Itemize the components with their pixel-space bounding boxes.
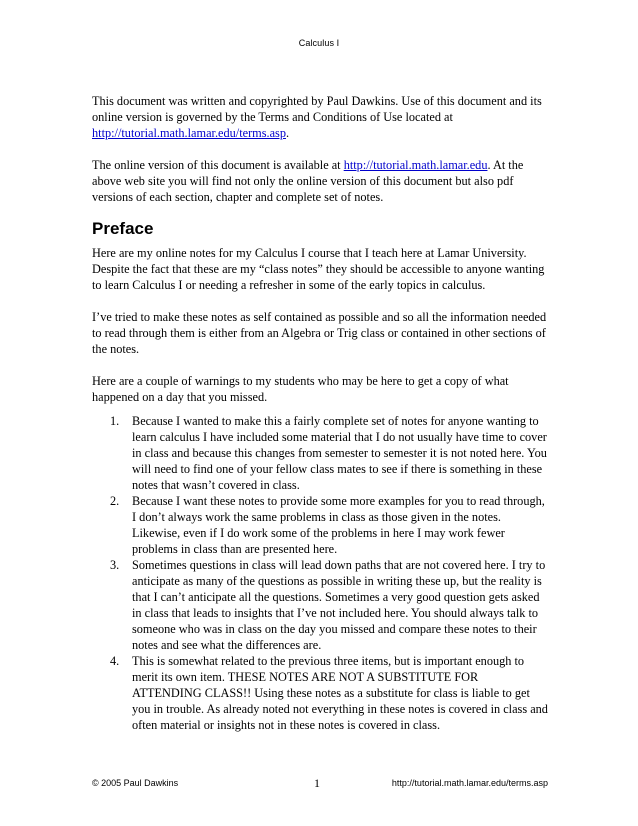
copyright-suffix: . xyxy=(285,126,290,140)
page-number: 1 xyxy=(314,776,320,790)
list-number: 4. xyxy=(110,654,120,668)
online-text-after: . At the above web site you will find not only the online version of this document but also pdf versions of each section, chapter and complete set of notes. xyxy=(92,158,524,204)
list-item xyxy=(92,413,548,493)
list-text: Sometimes questions in class will lead down paths that are not covered here. I try to anticipate as many of the questions as possible in writing these up, but the reality is that I can’t anticipate all the questions. Sometimes a very good question gets asked in class that leads to insights that I’ve not included here. You should always talk to someone who was in class on the day you missed and compare these notes to their notes and see what the differences are. xyxy=(132,558,546,652)
list-number: 1. xyxy=(110,414,120,428)
preface-paragraph: Here are my online notes for my Calculus I course that I teach here at Lamar University. Despite the fact that these are my “class notes” they should be accessible to anyone wanting to learn Calculus I or needing a refresher in some of the early topics in calculus. xyxy=(92,246,545,292)
page-header: Calculus I xyxy=(298,38,340,48)
footer-copyright: © 2005 Paul Dawkins xyxy=(92,778,179,788)
footer-url: http://tutorial.math.lamar.edu/terms.asp xyxy=(391,778,548,788)
list-number: 2. xyxy=(110,494,120,508)
list-item xyxy=(92,493,548,557)
preface-paragraph: I’ve tried to make these notes as self contained as possible and so all the information needed to read through them is either from an Algebra or Trig class or contained in other sections of the notes. xyxy=(92,310,547,356)
copyright-text: This document was written and copyrighted by Paul Dawkins. Use of this document and its online version is governed by the Terms and Conditions of Use located at xyxy=(92,94,542,124)
terms-link[interactable]: http://tutorial.math.lamar.edu/terms.asp xyxy=(92,126,286,140)
list-item xyxy=(92,653,548,733)
online-text-before: The online version of this document is available at xyxy=(92,158,344,172)
list-text: This is somewhat related to the previous three items, but is important enough to merit its own item. THESE NOTES ARE NOT A SUBSTITUTE FOR ATTENDING CLASS!! Using these notes as a substitute for class is liable to get you in trouble. As already noted not everything in these notes is covered in class and often material or insights not in these notes is covered in class. xyxy=(132,654,548,732)
list-text: Because I wanted to make this a fairly complete set of notes for anyone wanting to learn calculus I have included some material that I do not usually have time to cover in class and because this changes from semester to semester it is not noted here. You will need to find one of your fellow class mates to see if there is something in these notes that wasn’t covered in class. xyxy=(132,414,547,492)
section-heading: Preface xyxy=(92,219,154,238)
list-text: Because I want these notes to provide some more examples for you to read through, I don’t always work the same problems in class as those given in the notes. Likewise, even if I do work some of the problems in here I may work fewer problems in class than are presented here. xyxy=(132,494,545,556)
document-body xyxy=(92,93,548,733)
list-number: 3. xyxy=(110,558,120,572)
online-paragraph xyxy=(92,157,548,205)
warnings-list xyxy=(92,413,548,733)
preface-paragraph: Here are a couple of warnings to my students who may be here to get a copy of what happened on a day that you missed. xyxy=(92,374,509,404)
site-link[interactable]: http://tutorial.math.lamar.edu xyxy=(343,158,488,172)
copyright-paragraph xyxy=(92,93,548,141)
list-item xyxy=(92,557,548,653)
